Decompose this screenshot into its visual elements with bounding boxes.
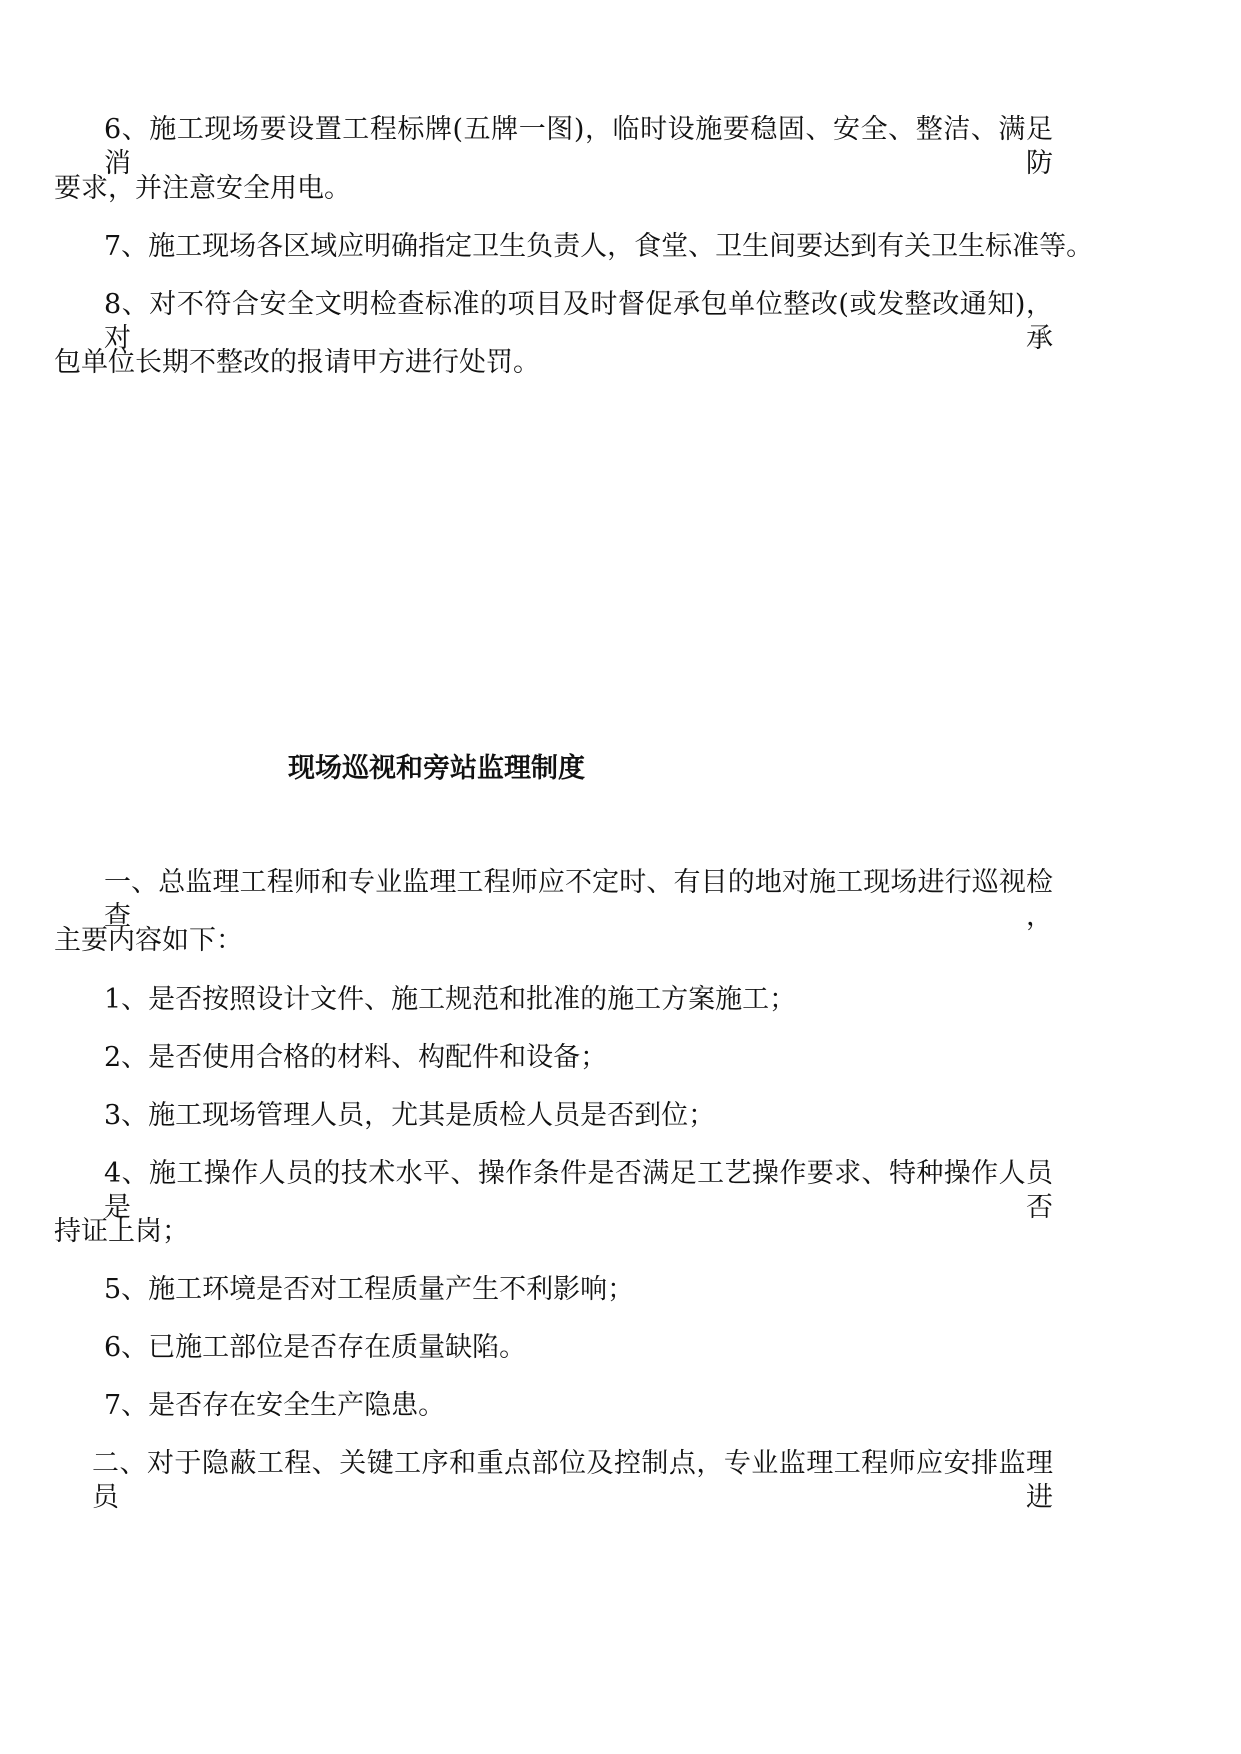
paragraph-item-6-line-1: 6、施工现场要设置工程标牌(五牌一图)，临时设施要稳固、安全、整洁、满足消防	[104, 114, 1053, 179]
list-item-3: 3、施工现场管理人员，尤其是质检人员是否到位；	[104, 1100, 716, 1131]
list-item-5: 5、施工环境是否对工程质量产生不利影响；	[104, 1274, 635, 1305]
paragraph-item-8-line-1: 8、对不符合安全文明检查标准的项目及时督促承包单位整改(或发整改通知)，对承	[104, 289, 1053, 354]
section-title: 现场巡视和旁站监理制度	[288, 753, 585, 784]
paragraph-item-7: 7、施工现场各区域应明确指定卫生负责人，食堂、卫生间要达到有关卫生标准等。	[104, 231, 1094, 262]
paragraph-part-1-line-1: 一、总监理工程师和专业监理工程师应不定时、有目的地对施工现场进行巡视检查，	[104, 867, 1053, 932]
paragraph-item-6-line-2: 要求，并注意安全用电。	[54, 173, 351, 204]
list-item-6: 6、已施工部位是否存在质量缺陷。	[104, 1332, 527, 1363]
list-item-2: 2、是否使用合格的材料、构配件和设备；	[104, 1042, 608, 1073]
list-item-1: 1、是否按照设计文件、施工规范和批准的施工方案施工；	[104, 984, 797, 1015]
paragraph-part-1-line-2: 主要内容如下：	[54, 925, 243, 956]
list-item-4-line-2: 持证上岗；	[54, 1216, 189, 1247]
paragraph-part-2-line-1: 二、对于隐蔽工程、关键工序和重点部位及控制点，专业监理工程师应安排监理员进	[92, 1448, 1053, 1513]
paragraph-item-8-line-2: 包单位长期不整改的报请甲方进行处罚。	[54, 347, 540, 378]
list-item-4-line-1: 4、施工操作人员的技术水平、操作条件是否满足工艺操作要求、特种操作人员是否	[104, 1158, 1053, 1223]
list-item-7: 7、是否存在安全生产隐患。	[104, 1390, 446, 1421]
